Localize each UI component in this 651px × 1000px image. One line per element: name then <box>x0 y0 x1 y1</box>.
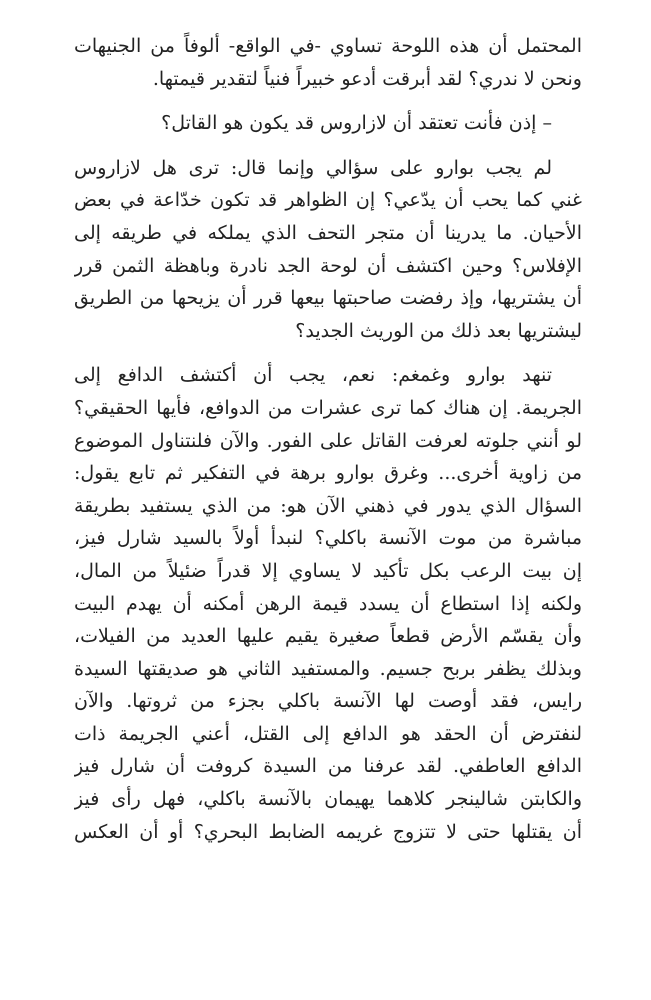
text-line: من زاوية أخرى... وغرق بوارو برهة في التفكير ثم تابع يقول: <box>74 462 582 485</box>
text-line: المحتمل أن هذه اللوحة تساوي -في الواقع- ألوفاً من الجنيهات <box>74 35 582 57</box>
text-line: وأن يقسّم الأرض قطعاً صغيرة يقيم عليها العديد من الفيلات، <box>74 625 582 648</box>
text-line: إن بيت الرعب بكل تأكيد لا يساوي إلا قدراً ضئيلاً من المال، <box>74 559 582 582</box>
text-line: أن يقتلها حتى لا تتزوج غريمه الضابط البحري؟ أو أن العكس <box>74 820 582 843</box>
text-line: الدافع العاطفي. لقد عرفنا من السيدة كروفت أن شارل فيز <box>74 755 582 778</box>
text-line: مباشرة من موت الآنسة باكلي؟ لنبدأ أولاً بالسيد شارل فيز، <box>74 527 582 550</box>
text-line: ولكنه إذا استطاع أن يسدد قيمة الرهن أمكنه أن يهدم البيت <box>74 592 582 615</box>
text-line: السؤال الذي يدور في ذهني الآن هو: من الذي يستفيد بطريقة <box>74 494 582 517</box>
text-line: الجريمة. إن هناك كما ترى عشرات من الدوافع، فأيها الحقيقي؟ <box>74 396 582 419</box>
text-line: لنفترض أن الحقد هو الدافع إلى القتل، أعني الجريمة ذات <box>74 722 582 745</box>
book-page <box>74 30 582 848</box>
paragraph-1 <box>74 30 582 95</box>
text-line: غني كما يحب أن يدّعي؟ إن الظواهر قد تكون خدّاعة في بعض <box>74 189 582 212</box>
text-line: – إذن فأنت تعتقد أن لازاروس قد يكون هو القاتل؟ <box>161 112 552 135</box>
text-line: وبذلك يظفر بربح جسيم. والمستفيد الثاني هو صديقتها السيدة <box>74 657 582 680</box>
paragraph-4 <box>74 359 582 848</box>
text-line: الأحيان. ما يدرينا أن متجر التحف الذي يملكه في طريقه إلى <box>74 221 582 244</box>
text-line: ليشتريها بعد ذلك من الوريث الجديد؟ <box>295 319 582 342</box>
text-line: تنهد بوارو وغمغم: نعم، يجب أن أكتشف الدافع إلى <box>74 364 552 387</box>
text-line: الإفلاس؟ وحين اكتشف أن لوحة الجد نادرة وباهظة الثمن قرر <box>74 254 582 277</box>
text-line: والكابتن شالينجر كلاهما يهيمان بالآنسة باكلي، فهل رأى فيز <box>74 788 582 811</box>
text-line: رايس، فقد أوصت لها الآنسة باكلي بجزء من ثروتها. والآن <box>74 690 582 713</box>
text-line: لم يجب بوارو على سؤالي وإنما قال: ترى هل لازاروس <box>74 156 552 179</box>
text-line: لو أنني جلوته لعرفت القاتل على الفور. والآن فلنتناول الموضوع <box>74 429 582 452</box>
text-line: أن يشتريها، وإذ رفضت صاحبتها بيعها قرر أن يزيحها من الطريق <box>74 287 582 310</box>
text-line: ونحن لا ندري؟ لقد أبرقت أدعو خبيراً فنياً لتقدير قيمتها. <box>152 67 582 90</box>
paragraph-3 <box>74 152 582 348</box>
paragraph-2-dialogue <box>74 107 582 140</box>
